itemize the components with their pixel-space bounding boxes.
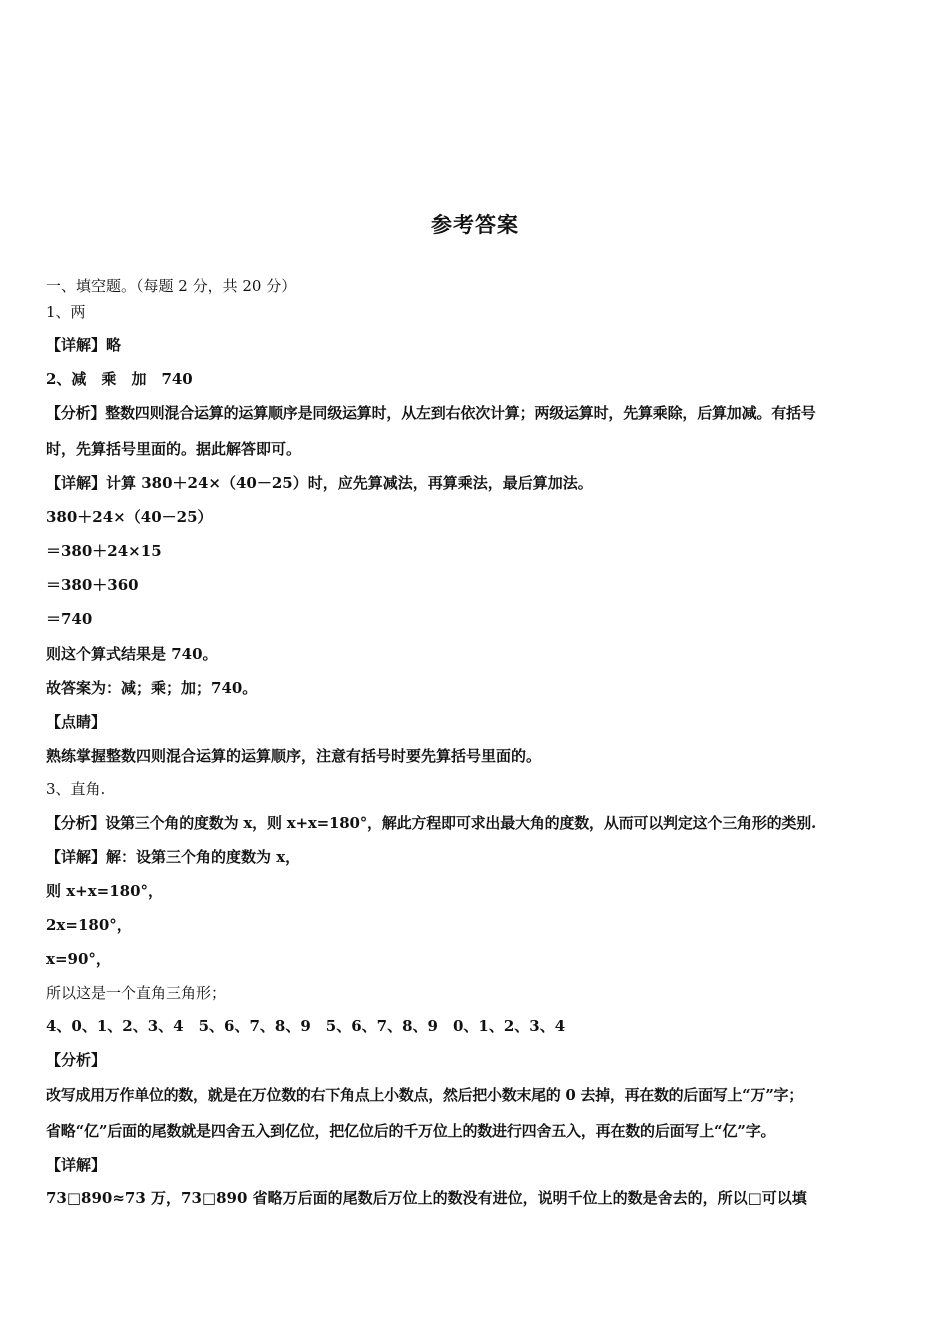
equation-3-1: 则 x+x=180°， <box>46 882 164 900</box>
comment-2: 熟练掌握整数四则混合运算的运算顺序，注意有括号时要先算括号里面的。 <box>46 747 542 765</box>
analysis-4-line-1: 改写成用万作单位的数，就是在万位数的右下角点上小数点，然后把小数末尾的 0 去掉，再在数的后面写上“万”字； <box>46 1086 803 1104</box>
detail-4: 73□890≈73 万，73□890 省略万后面的尾数后万位上的数没有进位，说明千位上的数是舍去的，所以□可以填 <box>46 1189 807 1207</box>
page-title: 参考答案 <box>431 212 519 237</box>
calc-step-1: 380＋24×（40－25） <box>46 508 213 526</box>
detail-3: 【详解】解：设第三个角的度数为 x， <box>46 848 301 866</box>
conclusion-3: 所以这是一个直角三角形； <box>46 984 227 1002</box>
answer-1: 1、两 <box>46 303 86 321</box>
analysis-heading-4: 【分析】 <box>46 1051 107 1069</box>
section-heading-fill-blank: 一、填空题。（每题 2 分，共 20 分） <box>46 277 297 295</box>
answer-4: 4、0、1、2、3、4 5、6、7、8、9 5、6、7、8、9 0、1、2、3、4 <box>46 1017 566 1035</box>
equation-3-3: x=90°， <box>46 950 111 968</box>
analysis-4-line-2: 省略“亿”后面的尾数就是四舍五入到亿位，把亿位后的千万位上的数进行四舍五入，再在数的后面写上“亿”字。 <box>46 1122 776 1140</box>
detail-2: 【详解】计算 380＋24×（40－25）时，应先算减法，再算乘法，最后算加法。 <box>46 474 593 492</box>
calc-step-2: ＝380＋24×15 <box>46 542 162 560</box>
answer-2: 2、减 乘 加 740 <box>46 370 193 388</box>
detail-1: 【详解】略 <box>46 336 122 354</box>
comment-heading-2: 【点睛】 <box>46 713 107 731</box>
result-2: 则这个算式结果是 740。 <box>46 645 218 663</box>
equation-3-2: 2x=180°， <box>46 916 132 934</box>
analysis-2-line-1: 【分析】整数四则混合运算的运算顺序是同级运算时，从左到右依次计算；两级运算时，先算乘除，后算加减。有括号 <box>46 404 816 422</box>
analysis-2-line-2: 时，先算括号里面的。据此解答即可。 <box>46 440 302 458</box>
answer-3: 3、直角. <box>46 780 106 798</box>
detail-heading-4: 【详解】 <box>46 1156 107 1174</box>
calc-step-3: ＝380＋360 <box>46 576 139 594</box>
final-answer-2: 故答案为：减；乘；加；740。 <box>46 679 258 697</box>
calc-step-4: ＝740 <box>46 610 93 628</box>
analysis-3: 【分析】设第三个角的度数为 x，则 x+x=180°，解此方程即可求出最大角的度数，从而可以判定这个三角形的类别. <box>46 814 817 832</box>
